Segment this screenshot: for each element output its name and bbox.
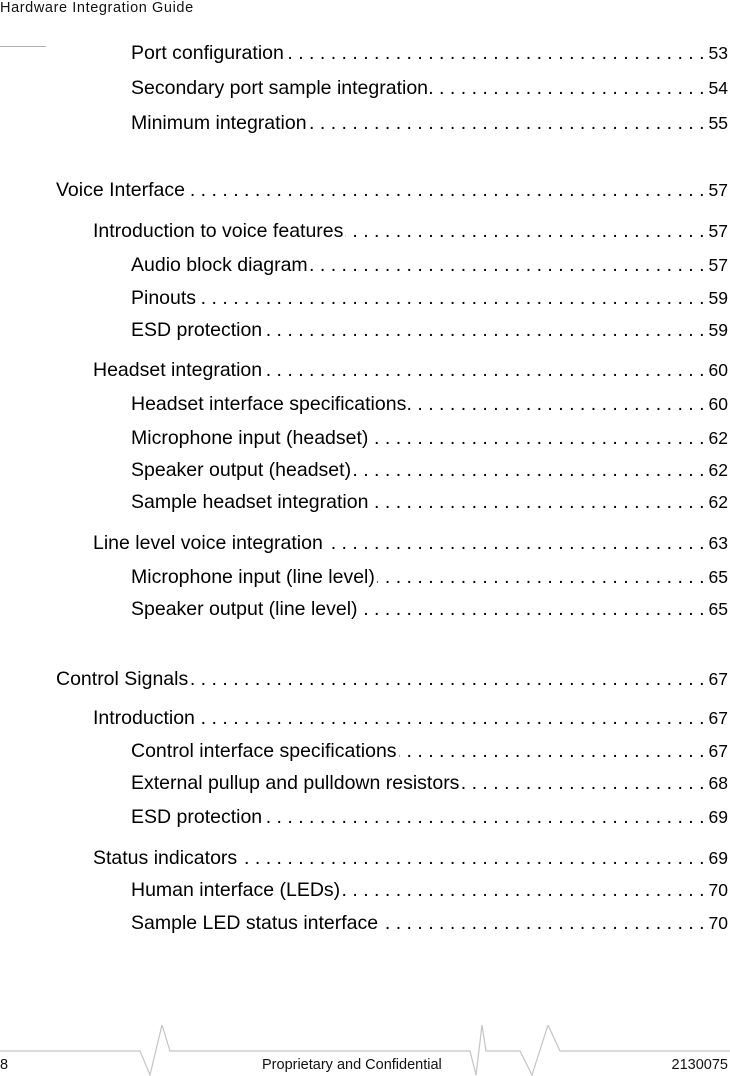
toc-page-number: 67 [708,669,728,689]
toc-title: Port configuration [131,42,284,64]
toc-entry-sample-headset-integration[interactable] [131,489,728,515]
toc-leader [370,425,704,451]
toc-title: Secondary port sample integration [131,77,429,99]
toc-entry-sample-led-status-interface[interactable] [131,910,728,936]
toc-page-number: 53 [708,43,728,63]
toc-title: Control interface specifications [131,740,397,762]
toc-leader [430,75,705,101]
toc-entry-secondary-port-sample-integration[interactable] [131,75,728,101]
toc-page-number: 60 [708,360,728,380]
toc-leader [264,357,704,383]
toc-page-number: 65 [708,567,728,587]
toc-entry-voice-interface[interactable] [56,177,728,203]
toc-title: Headset integration [93,359,263,381]
toc-entry-port-configuration[interactable] [131,40,728,66]
toc-entry-introduction-to-voice-features[interactable] [93,218,728,244]
toc-leader [239,845,704,871]
toc-entry-external-pullup-and-pulldown-resistors[interactable] [131,770,728,796]
toc-leader [377,564,705,590]
toc-title: Line level voice integration [93,532,323,554]
toc-leader [360,596,705,622]
toc-entry-speaker-output-line-level[interactable] [131,596,728,622]
toc-leader [198,285,704,311]
toc-entry-control-interface-specifications[interactable] [131,738,728,764]
toc-page-number: 59 [708,288,728,308]
toc-page-number: 67 [708,741,728,761]
toc-leader [408,391,704,417]
toc-entry-esd-protection[interactable] [131,317,728,343]
toc-leader [197,705,705,731]
toc-entry-pinouts[interactable] [131,285,728,311]
toc-entry-minimum-integration[interactable] [131,110,728,136]
toc-title: Human interface (LEDs) [131,879,341,901]
toc-title: Control Signals [56,668,189,690]
toc-title: Pinouts [131,287,197,309]
toc-leader [187,177,705,203]
header-rule [0,46,46,47]
toc-title: Introduction [93,707,195,729]
toc-leader [370,489,704,515]
toc-page-number: 70 [708,880,728,900]
toc-page-number: 68 [708,773,728,793]
toc-entry-audio-block-diagram[interactable] [131,252,728,278]
toc-page-number: 62 [708,460,728,480]
toc-entry-microphone-input-line-level[interactable] [131,564,728,590]
toc-leader [190,666,704,692]
toc-title: Minimum integration [131,112,307,134]
toc-entry-introduction[interactable] [93,705,728,731]
toc-title: Headset interface specifications [131,393,407,415]
toc-leader [342,877,704,903]
toc-title: External pullup and pulldown resistors [131,772,460,794]
toc-entry-microphone-input-headset[interactable] [131,425,728,451]
toc-page-number: 70 [708,913,728,933]
toc-title: Voice Interface [56,179,185,201]
toc-entry-line-level-voice-integration[interactable] [93,530,728,556]
toc-entry-esd-protection-control[interactable] [131,804,728,830]
toc-leader [380,910,704,936]
toc-leader [264,804,704,830]
toc-entry-speaker-output-headset[interactable] [131,457,728,483]
toc-leader [399,738,705,764]
toc-leader [264,317,704,343]
toc-page-number: 69 [708,807,728,827]
toc-page-number: 59 [708,320,728,340]
footer-document-number: 2130075 [671,1057,728,1073]
toc-leader [353,457,704,483]
toc-title: Microphone input (line level) [131,566,375,588]
toc-entry-headset-interface-specifications[interactable] [131,391,728,417]
toc-title: ESD protection [131,319,263,341]
toc-page-number: 57 [708,221,728,241]
toc-page-number: 60 [708,394,728,414]
toc-leader [345,218,704,244]
toc-entry-control-signals[interactable] [56,666,728,692]
toc-title: Speaker output (headset) [131,459,352,481]
toc-leader [325,530,705,556]
toc-page-number: 54 [708,78,728,98]
toc-leader [286,40,705,66]
toc-leader [461,770,704,796]
running-header-title: Hardware Integration Guide [0,0,194,16]
toc-title: Sample headset integration [131,491,369,513]
toc-page-number: 57 [708,180,728,200]
toc-page-number: 55 [708,113,728,133]
toc-page-number: 69 [708,848,728,868]
toc-page-number: 57 [708,255,728,275]
toc-title: Introduction to voice features [93,220,344,242]
toc-title: Speaker output (line level) [131,598,358,620]
toc-title: Audio block diagram [131,254,308,276]
toc-title: Microphone input (headset) [131,427,369,449]
toc-leader [310,252,705,278]
toc-entry-status-indicators[interactable] [93,845,728,871]
toc-title: Sample LED status interface [131,912,379,934]
toc-leader [309,110,705,136]
toc-title: Status indicators [93,847,238,869]
toc-entry-headset-integration[interactable] [93,357,728,383]
toc-page-number: 62 [708,428,728,448]
footer-confidentiality-notice: Proprietary and Confidential [262,1057,442,1073]
toc-page-number: 65 [708,599,728,619]
toc-page-number: 62 [708,492,728,512]
toc-page-number: 67 [708,708,728,728]
toc-entry-human-interface-leds[interactable] [131,877,728,903]
toc-page-number: 63 [708,533,728,553]
footer-page-number: 8 [0,1057,9,1073]
toc-title: ESD protection [131,806,263,828]
